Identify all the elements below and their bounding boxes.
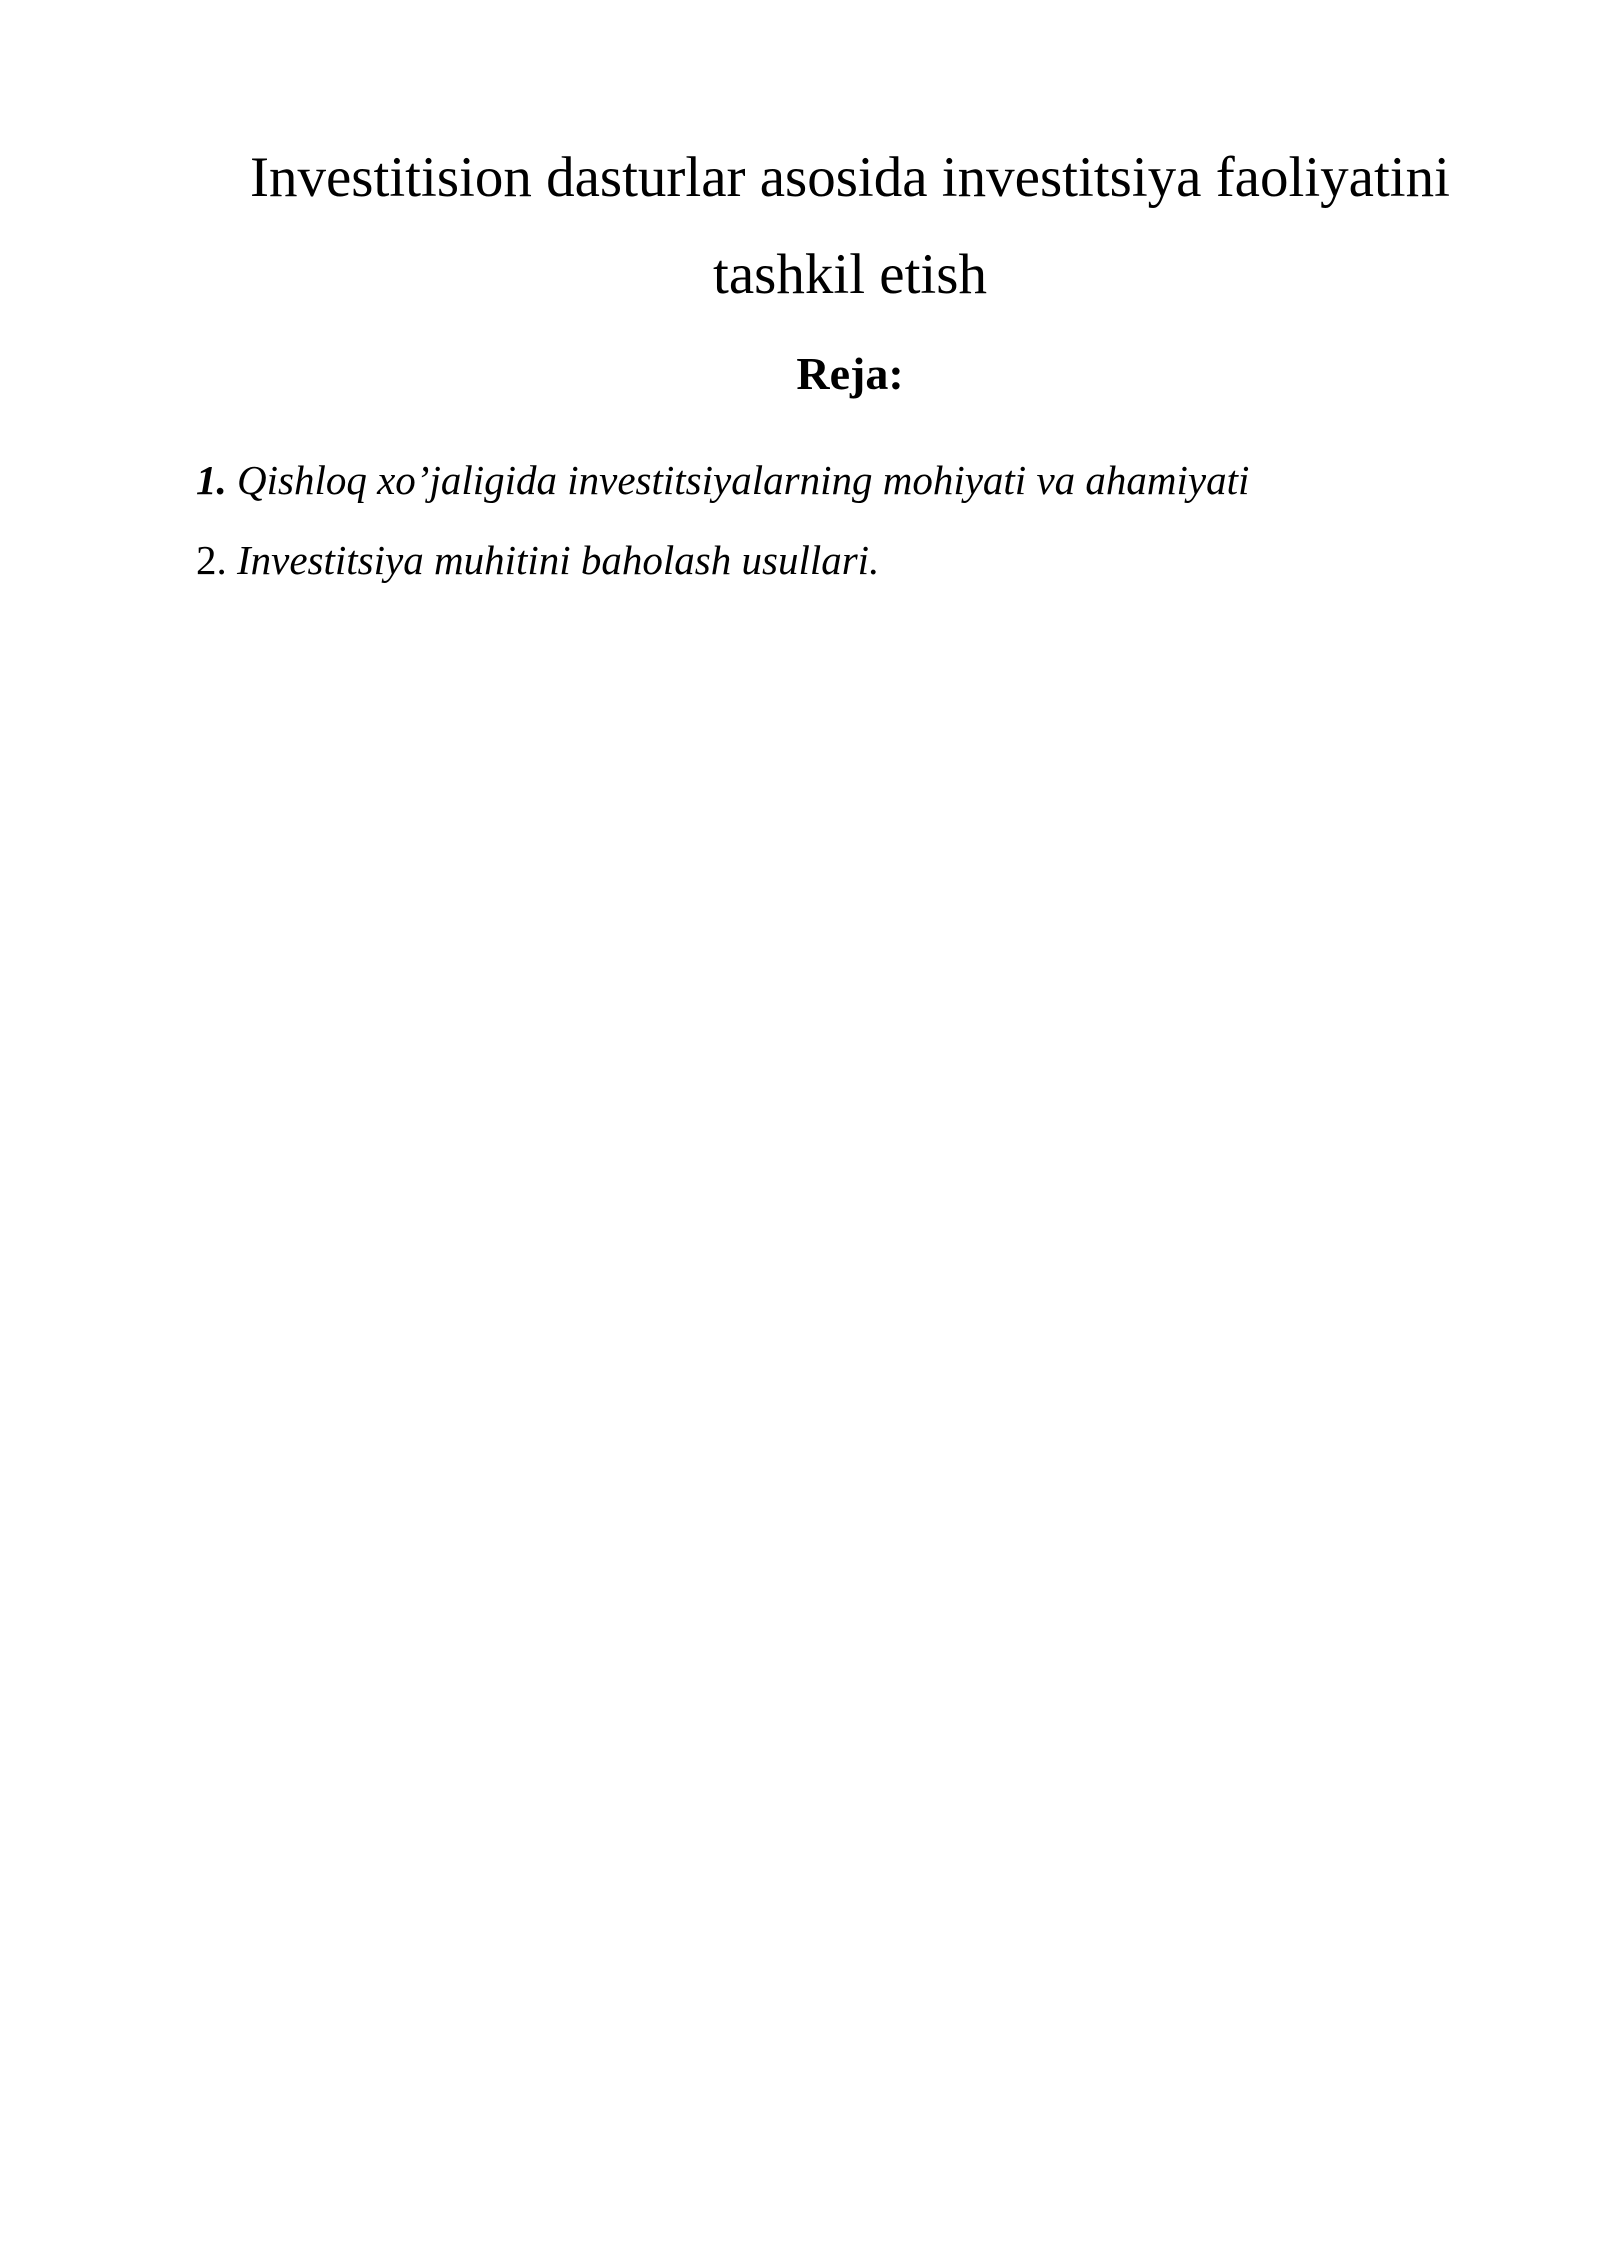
document-title-line-1: Investitision dasturlar asosida investitsiya faoliyatini <box>250 146 1450 209</box>
plan-item-text: Qishloq xo’jaligida investitsiyalarning mohiyati va ahamiyati <box>237 457 1250 503</box>
plan-heading: Reja: <box>796 348 904 399</box>
plan-item <box>196 536 879 584</box>
plan-item-text: Investitsiya muhitini baholash usullari. <box>237 537 880 583</box>
document-title-line-2: tashkil etish <box>713 243 987 306</box>
plan-item <box>196 456 1249 504</box>
plan-item-number: 2. <box>196 537 227 583</box>
plan-item-number: 1. <box>196 457 227 503</box>
